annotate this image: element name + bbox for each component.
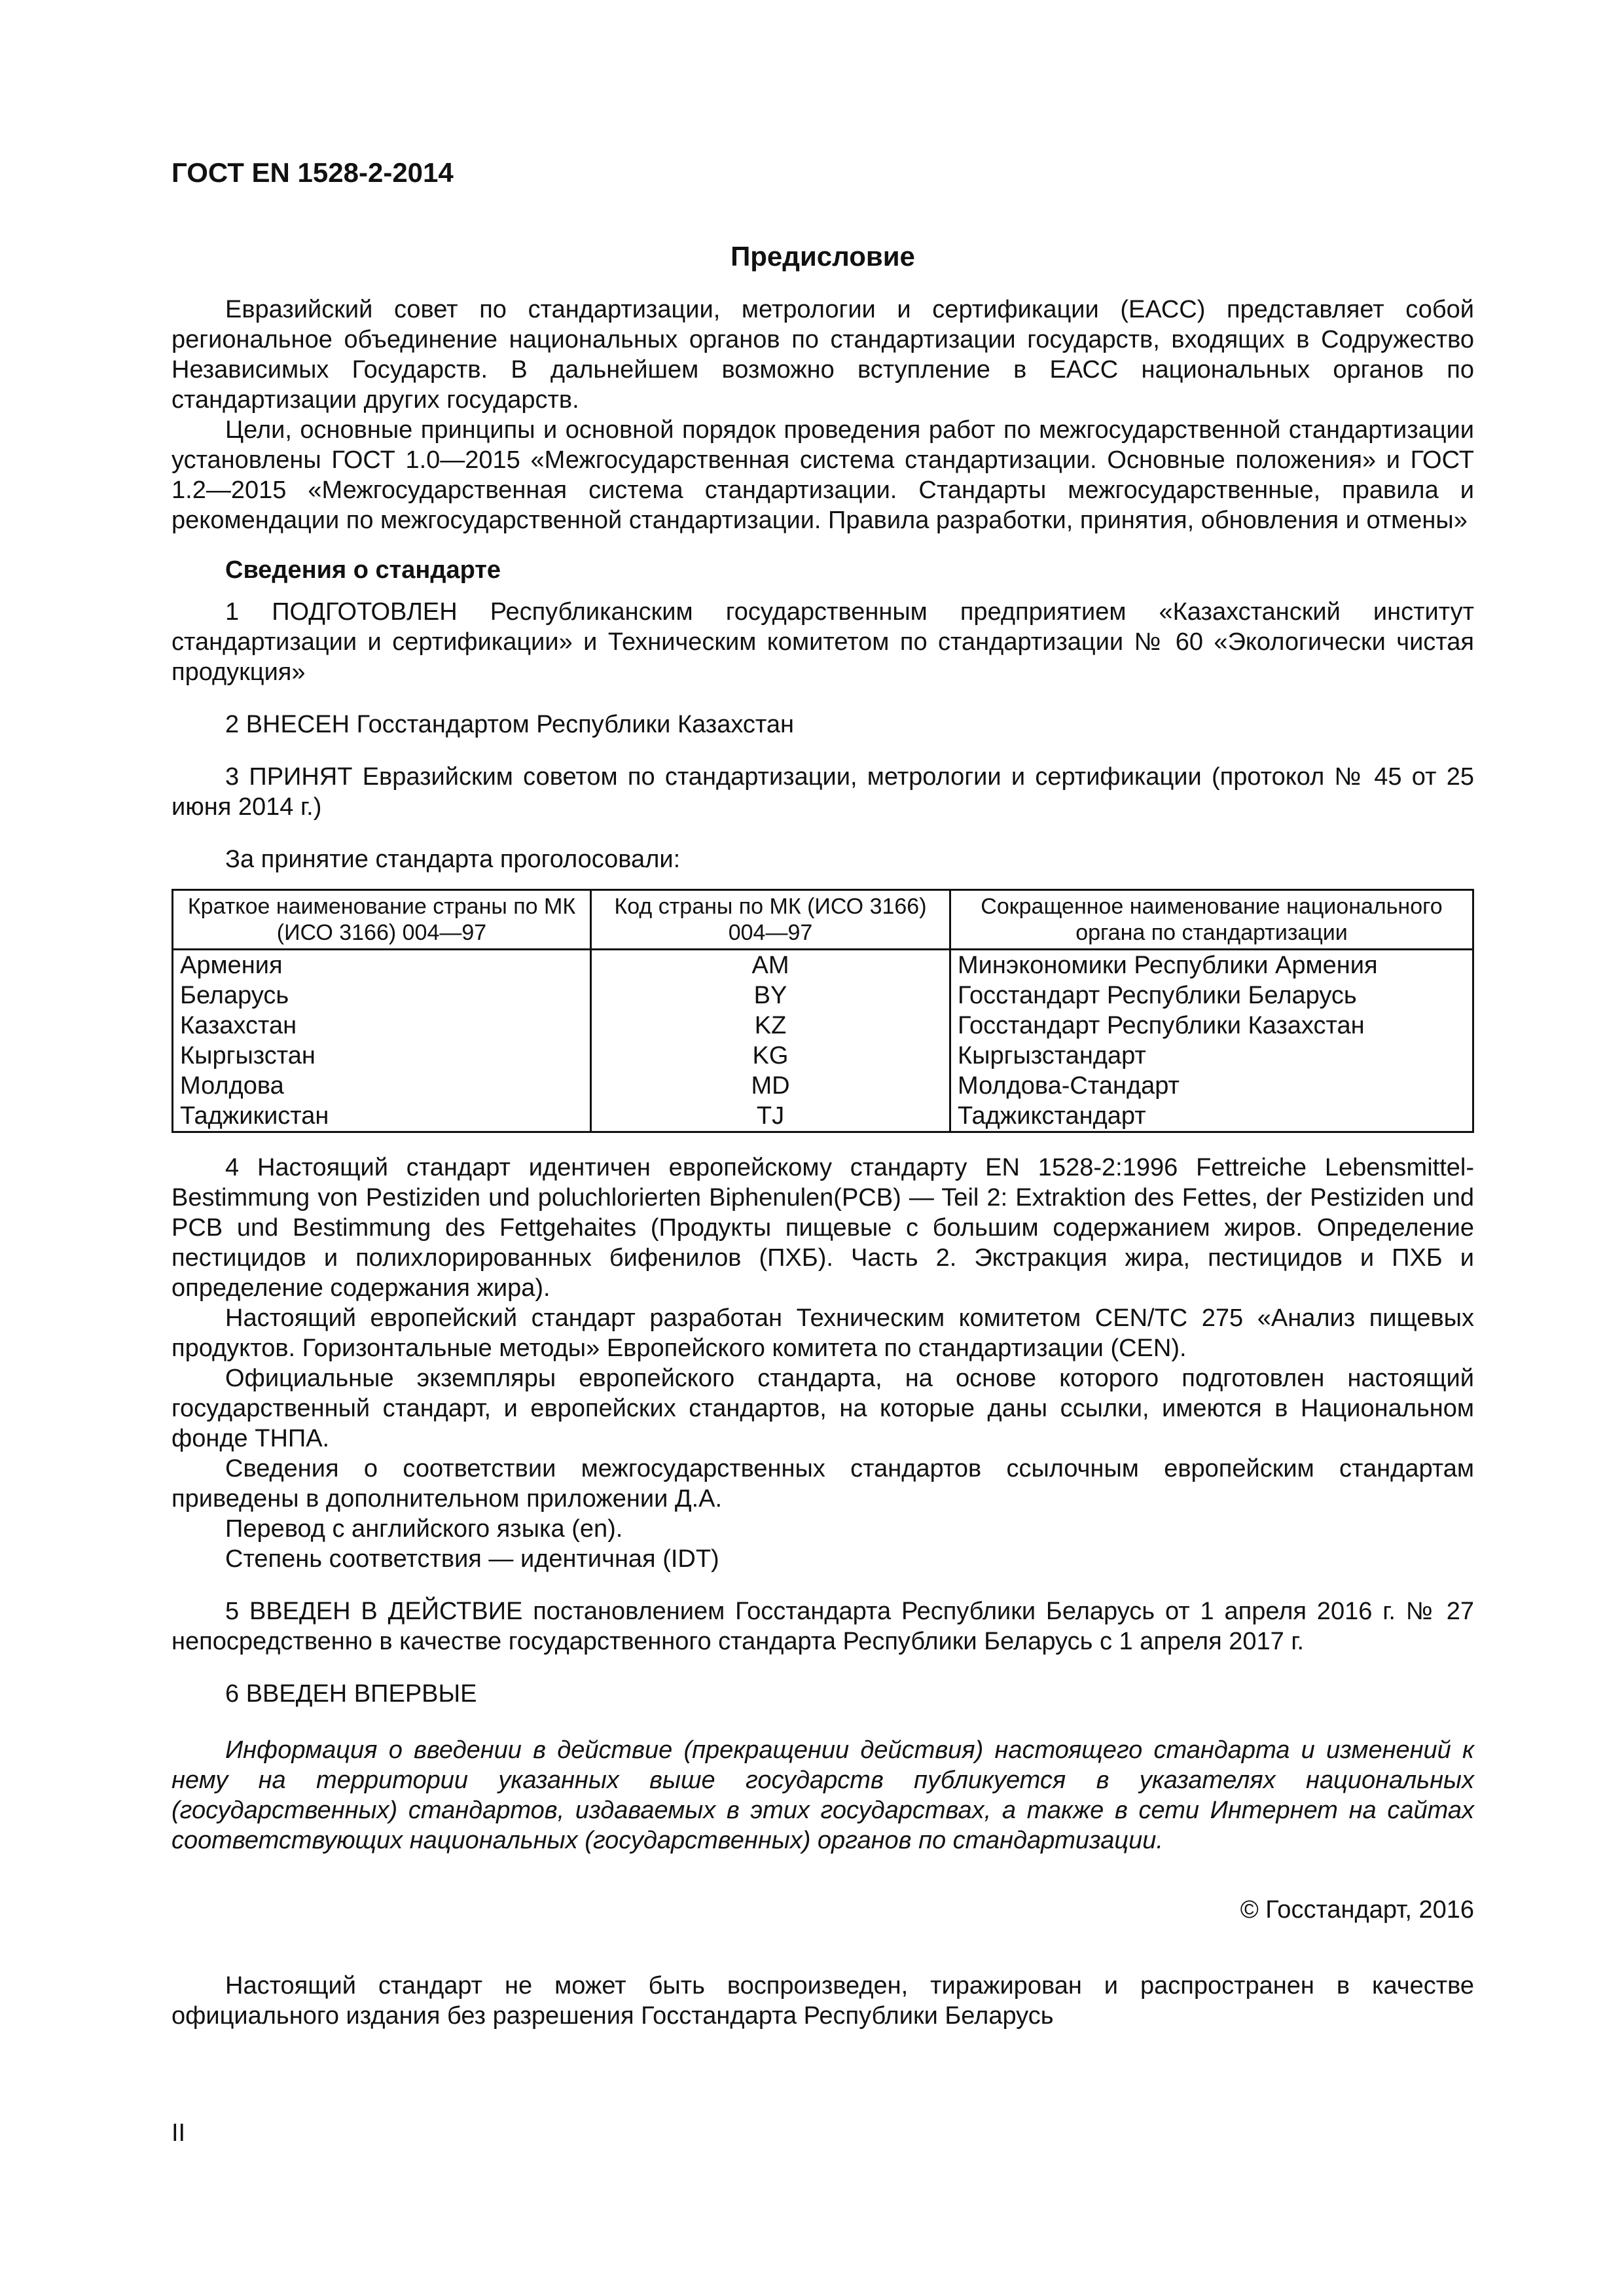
- item-5-enacted: 5 ВВЕДЕН В ДЕЙСТВИЕ постановлением Госстандарта Республики Беларусь от 1 апреля 2016 г. № 27 непосредственно в качестве государственного стандарта Республики Беларусь с 1 апреля 2017 г.: [171, 1598, 1474, 1655]
- table-row: [173, 1071, 1473, 1101]
- cell-code: KZ: [591, 1011, 950, 1041]
- cell-country: Беларусь: [173, 980, 591, 1011]
- cell-code: AM: [591, 950, 950, 981]
- table-row: [173, 980, 1473, 1011]
- item-4-developed-by: Настоящий европейский стандарт разработан Техническим комитетом CEN/TC 275 «Анализ пищевых продуктов. Горизонтальные методы» Европейского комитета по стандартизации (CEN).: [171, 1304, 1474, 1362]
- cell-country: Таджикистан: [173, 1101, 591, 1132]
- table-row: [173, 1041, 1473, 1071]
- cell-country: Кыргызстан: [173, 1041, 591, 1071]
- reproduction-notice: Настоящий стандарт не может быть воспроизведен, тиражирован и распространен в качестве официального издания без разрешения Госстандарта Республики Беларусь: [171, 1972, 1474, 2030]
- document-id: ГОСТ EN 1528-2-2014: [171, 157, 454, 188]
- item-2-submitted: 2 ВНЕСЕН Госстандартом Республики Казахстан: [225, 711, 795, 738]
- column-header-body: Сокращенное наименование национального органа по стандартизации: [950, 890, 1473, 950]
- publication-notice: Информация о введении в действие (прекращении действия) настоящего стандарта и изменений к нему на территории указанных выше государств публикуется в указателях национальных (государственных) стандартов, издаваемых в этих государствах, а также в сети Интернет на сайтах соответствующих национальных (государственных) органов по стандартизации.: [171, 1736, 1474, 1854]
- votes-intro: За принятие стандарта проголосовали:: [225, 846, 681, 873]
- cell-country: Казахстан: [173, 1011, 591, 1041]
- table-row: [173, 1101, 1473, 1132]
- page-number: II: [171, 2119, 186, 2147]
- item-1-prepared: 1 ПОДГОТОВЛЕН Республиканским государственным предприятием «Казахстанский институт стандартизации и сертификации» и Техническим комитетом по стандартизации № 60 «Экологически чистая продукция»: [171, 598, 1474, 686]
- column-header-country: Краткое наименование страны по МК (ИСО 3166) 004—97: [173, 890, 591, 950]
- copyright: © Госстандарт, 2016: [1240, 1896, 1474, 1924]
- cell-body: Госстандарт Республики Казахстан: [950, 1011, 1473, 1041]
- item-6-first-introduced: 6 ВВЕДЕН ВПЕРВЫЕ: [225, 1680, 477, 1708]
- item-4-correspondence: Сведения о соответствии межгосударственных стандартов ссылочным европейским стандартам приведены в дополнительном приложении Д.А.: [171, 1455, 1474, 1513]
- votes-table: [171, 889, 1474, 1133]
- cell-body: Госстандарт Республики Беларусь: [950, 980, 1473, 1011]
- cell-body: Кыргызстандарт: [950, 1041, 1473, 1071]
- preface-title: Предисловие: [731, 241, 915, 272]
- cell-code: BY: [591, 980, 950, 1011]
- item-4-degree: Степень соответствия — идентичная (IDT): [225, 1545, 719, 1573]
- table-row: [173, 950, 1473, 981]
- cell-code: KG: [591, 1041, 950, 1071]
- standard-info-heading: Сведения о стандарте: [225, 556, 501, 584]
- cell-body: Таджикстандарт: [950, 1101, 1473, 1132]
- item-4-identical: 4 Настоящий стандарт идентичен европейскому стандарту EN 1528-2:1996 Fettreiche Lebensmittel-Bestimmung von Pestiziden und poluchlorierten Biphenulen(PCB) — Teil 2: Extraktion des Fettes, der Pestiziden und PCB und Bestimmung des Fettgehaites (Продукты пищевые с большим содержанием жиров. Определение пестицидов и полихлорированных бифенилов (ПХБ). Часть 2. Экстракция жира, пестицидов и ПХБ и определение содержания жира).: [171, 1154, 1474, 1302]
- preface-paragraph-1: Евразийский совет по стандартизации, метрологии и сертификации (ЕАСС) представляет собой региональное объединение национальных органов по стандартизации государств, входящих в Содружество Независимых Государств. В дальнейшем возможно вступление в ЕАСС национальных органов по стандартизации других государств.: [171, 296, 1474, 414]
- item-4-official-copies: Официальные экземпляры европейского стандарта, на основе которого подготовлен настоящий государственный стандарт, и европейских стандартов, на которые даны ссылки, имеются в Национальном фонде ТНПА.: [171, 1365, 1474, 1452]
- cell-country: Армения: [173, 950, 591, 981]
- item-4-translation: Перевод с английского языка (en).: [225, 1515, 623, 1543]
- votes-table-header-row: [173, 890, 1473, 950]
- item-3-adopted: 3 ПРИНЯТ Евразийским советом по стандартизации, метрологии и сертификации (протокол № 45 от 25 июня 2014 г.): [171, 763, 1474, 821]
- table-row: [173, 1011, 1473, 1041]
- cell-body: Молдова-Стандарт: [950, 1071, 1473, 1101]
- document-page: [171, 131, 1474, 2031]
- column-header-code: Код страны по МК (ИСО 3166) 004—97: [591, 890, 950, 950]
- cell-country: Молдова: [173, 1071, 591, 1101]
- cell-body: Минэкономики Республики Армения: [950, 950, 1473, 981]
- cell-code: MD: [591, 1071, 950, 1101]
- preface-paragraph-2: Цели, основные принципы и основной порядок проведения работ по межгосударственной стандартизации установлены ГОСТ 1.0—2015 «Межгосударственная система стандартизации. Основные положения» и ГОСТ 1.2—2015 «Межгосударственная система стандартизации. Стандарты межгосударственные, правила и рекомендации по межгосударственной стандартизации. Правила разработки, принятия, обновления и отмены»: [171, 416, 1474, 534]
- cell-code: TJ: [591, 1101, 950, 1132]
